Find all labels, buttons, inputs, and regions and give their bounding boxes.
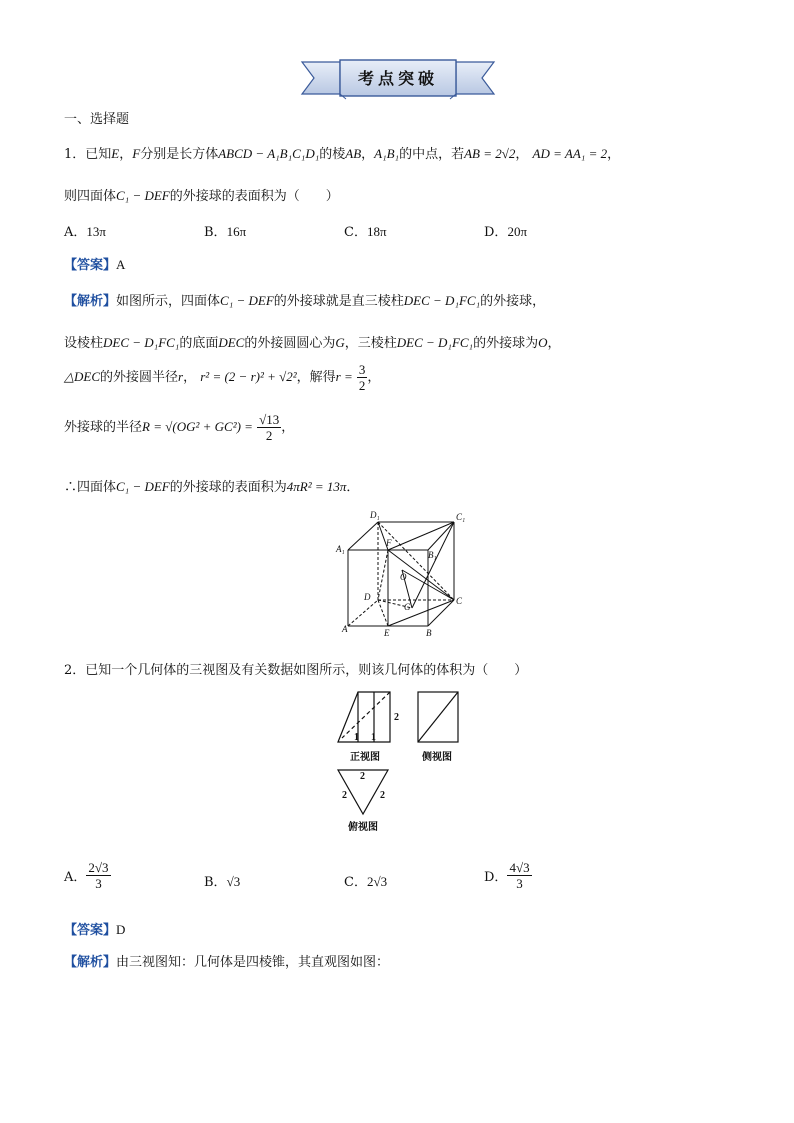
analysis-math: DEC − D₁FC₁ bbox=[103, 335, 180, 350]
q1-text: 已知 bbox=[85, 147, 112, 162]
dim-front-h: 2 bbox=[394, 712, 399, 723]
dim-top-l: 2 bbox=[342, 790, 347, 801]
q2-option-b[interactable] bbox=[204, 871, 240, 890]
q1-option-c[interactable] bbox=[344, 221, 387, 240]
q1-solid: ABCD − A₁B₁C₁D₁ bbox=[218, 146, 320, 161]
analysis-text: ． bbox=[346, 480, 360, 495]
q1-analysis-line5 bbox=[64, 476, 359, 495]
q1-comma3: ， bbox=[607, 147, 621, 162]
q2-three-views bbox=[328, 688, 468, 836]
fig-label-f: F bbox=[386, 538, 392, 548]
fraction-den: 3 bbox=[516, 876, 523, 891]
analysis-text: ， bbox=[547, 336, 561, 351]
option-value: 13π bbox=[86, 224, 106, 239]
option-value: 20π bbox=[507, 224, 528, 239]
banner-title: 考点突破 bbox=[357, 69, 438, 88]
analysis-text: 的外接圆圆心为 bbox=[244, 336, 336, 351]
fraction-num: √13 bbox=[259, 412, 280, 427]
fraction-num: 2√3 bbox=[88, 860, 109, 875]
option-value: 16π bbox=[226, 224, 247, 239]
dim-front-b2: 1 bbox=[371, 732, 376, 743]
q1-analysis-line3 bbox=[64, 362, 380, 393]
analysis-tag: 【解析】 bbox=[64, 955, 117, 970]
analysis-text: ，三棱柱 bbox=[344, 336, 397, 351]
dim-front-b1: 1 bbox=[354, 732, 359, 743]
fig-label-e: E bbox=[384, 628, 390, 638]
q1-analysis-line1 bbox=[64, 290, 545, 309]
fraction-sqrt13-2 bbox=[257, 412, 281, 443]
answer-tag: 【答案】 bbox=[64, 923, 117, 938]
analysis-text: 的底面 bbox=[179, 336, 219, 351]
analysis-math: DEC − D₁FC₁ bbox=[403, 293, 481, 308]
option-value: √3 bbox=[226, 874, 241, 889]
analysis-text: 由三视图知：几何体是四棱锥，其直观图如图： bbox=[116, 955, 390, 970]
q1-number: 1． bbox=[64, 147, 86, 162]
q1-cond2: AD = AA₁ = 2 bbox=[532, 146, 608, 161]
analysis-tag: 【解析】 bbox=[64, 294, 117, 309]
q1-tetra: C₁ − DEF bbox=[116, 188, 170, 203]
q2-stem bbox=[64, 659, 527, 678]
analysis-math: R = √(OG² + GC²) = bbox=[142, 419, 253, 434]
analysis-math: r² = (2 − r)² + √2² bbox=[200, 369, 297, 384]
fig-label-a: A bbox=[342, 624, 348, 634]
option-label: D． bbox=[484, 870, 508, 885]
dim-top-r: 2 bbox=[380, 790, 385, 801]
fraction-num: 3 bbox=[358, 362, 366, 377]
analysis-math: C₁ − DEF bbox=[220, 293, 274, 308]
q1-line2-suffix: 的外接球的表面积为（ ） bbox=[169, 189, 339, 204]
option-label: C． bbox=[344, 225, 367, 240]
option-label: B． bbox=[204, 875, 227, 890]
answer-tag: 【答案】 bbox=[64, 258, 117, 273]
analysis-math: r = bbox=[335, 369, 353, 384]
analysis-text: ，解得 bbox=[296, 370, 336, 385]
answer-value: D bbox=[116, 922, 126, 937]
q1-option-a[interactable] bbox=[64, 221, 106, 240]
label-side-view: 侧视图 bbox=[422, 752, 452, 763]
fig-label-c: C bbox=[456, 596, 463, 606]
q1-analysis-line4 bbox=[64, 412, 294, 443]
q1-edge1: AB bbox=[345, 146, 362, 161]
fig-label-b1: B₁ bbox=[428, 550, 437, 560]
option-value: 2√3 bbox=[366, 874, 388, 889]
q2-option-d[interactable] bbox=[484, 860, 532, 891]
option-fraction bbox=[507, 860, 531, 891]
label-front-view: 正视图 bbox=[350, 752, 380, 763]
section-heading: 一、选择题 bbox=[64, 112, 130, 127]
analysis-text: ∴四面体 bbox=[64, 480, 117, 495]
q1-comma2: ， bbox=[515, 147, 529, 162]
option-label: A． bbox=[64, 225, 87, 240]
fig-label-o: O bbox=[400, 572, 407, 582]
analysis-math: r bbox=[178, 369, 184, 384]
analysis-math: DEC bbox=[218, 335, 245, 350]
option-value: 18π bbox=[366, 224, 387, 239]
fig-label-d: D bbox=[364, 592, 371, 602]
q1-cuboid-figure bbox=[334, 508, 474, 640]
analysis-math: G bbox=[335, 335, 345, 350]
fraction-den: 2 bbox=[265, 428, 273, 443]
q1-analysis-line2 bbox=[64, 332, 561, 351]
option-label: D． bbox=[484, 225, 508, 240]
q1-answer bbox=[64, 254, 125, 273]
analysis-text: 的外接球的表面积为 bbox=[169, 480, 287, 495]
analysis-text: 的外接球， bbox=[480, 294, 546, 309]
analysis-math: C₁ − DEF bbox=[116, 479, 170, 494]
q1-edge2: A₁B₁ bbox=[374, 146, 400, 161]
analysis-text: 外接球的半径 bbox=[64, 420, 143, 435]
fig-label-c1: C₁ bbox=[456, 512, 466, 522]
q1-option-d[interactable] bbox=[484, 221, 527, 240]
q2-option-a[interactable] bbox=[64, 860, 111, 891]
fraction-den: 3 bbox=[95, 876, 102, 891]
q1-stem-line1 bbox=[64, 143, 620, 162]
fig-label-a1: A₁ bbox=[336, 544, 345, 554]
q1-text-mid3: 的中点，若 bbox=[399, 147, 465, 162]
option-label: C． bbox=[344, 875, 367, 890]
dim-top-w: 2 bbox=[360, 771, 365, 782]
q1-point-e: E bbox=[111, 146, 120, 161]
analysis-text: 的外接球就是直三棱柱 bbox=[273, 294, 404, 309]
q2-answer bbox=[64, 919, 125, 938]
q2-text: 已知一个几何体的三视图及有关数据如图所示，则该几何体的体积为（ ） bbox=[85, 663, 528, 678]
title-banner bbox=[300, 56, 496, 100]
answer-value: A bbox=[116, 257, 126, 272]
q1-text-mid1: 分别是长方体 bbox=[140, 147, 219, 162]
option-label: B． bbox=[204, 225, 227, 240]
analysis-text: 的外接球为 bbox=[473, 336, 539, 351]
q2-number: 2． bbox=[64, 663, 86, 678]
analysis-text: 设棱柱 bbox=[64, 336, 104, 351]
analysis-math: △DEC bbox=[64, 369, 100, 384]
analysis-text: ， bbox=[183, 370, 197, 385]
label-top-view: 俯视图 bbox=[348, 822, 378, 833]
fig-label-b: B bbox=[426, 628, 432, 638]
q1-line2-prefix: 则四面体 bbox=[64, 189, 117, 204]
q1-option-b[interactable] bbox=[204, 221, 246, 240]
fraction-den: 2 bbox=[358, 378, 366, 393]
q1-point-f: F bbox=[132, 146, 141, 161]
analysis-math: DEC − D₁FC₁ bbox=[396, 335, 474, 350]
q1-text-mid2: 的棱 bbox=[319, 147, 346, 162]
fig-label-d1: D₁ bbox=[370, 510, 380, 520]
analysis-math: O bbox=[538, 335, 548, 350]
option-label: A． bbox=[64, 870, 87, 885]
q1-stem-line2 bbox=[64, 185, 339, 204]
fraction-num: 4√3 bbox=[509, 860, 530, 875]
q2-analysis bbox=[64, 951, 389, 970]
q1-sep: ， bbox=[119, 147, 133, 162]
option-fraction bbox=[86, 860, 110, 891]
analysis-text: ， bbox=[281, 420, 295, 435]
q1-cond1: AB = 2√2 bbox=[464, 146, 516, 161]
analysis-text: 的外接圆半径 bbox=[100, 370, 179, 385]
analysis-text: 如图所示，四面体 bbox=[116, 294, 221, 309]
q2-option-c[interactable] bbox=[344, 871, 387, 890]
analysis-text: ， bbox=[367, 370, 381, 385]
q1-comma: ， bbox=[361, 147, 375, 162]
fraction-3-2 bbox=[357, 362, 368, 393]
analysis-math: 4πR² = 13π bbox=[286, 479, 347, 494]
fig-label-g: G bbox=[404, 602, 411, 612]
